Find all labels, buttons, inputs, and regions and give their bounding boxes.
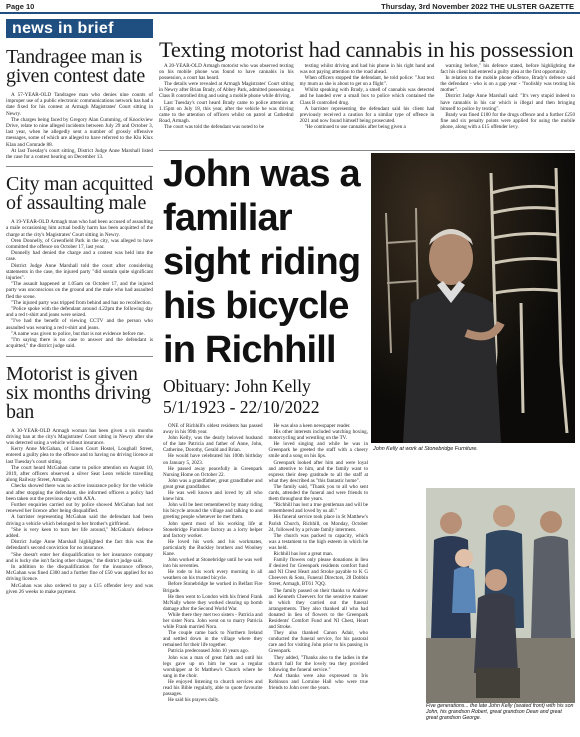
paragraph: He loved his work and his workmates, particularly the Buckley brothers and Woolsey Kane. bbox=[163, 538, 263, 557]
paragraph: While there they met two sisters - Patricia and her sister Nora. John went on to marry Patricia while Frank married Nora. bbox=[163, 611, 263, 631]
paragraph: District Judge Anne Marshall said: "It's very stupid indeed to have cannabis in his car which is illegal and then bringing himself to police by texting". bbox=[440, 93, 575, 112]
page-header bbox=[0, 0, 580, 14]
paragraph: A 19-YEAR-OLD Armagh man who had been accused of assaulting a male occasioning him actual bodily harm has been acquitted of the charge at the city's Magistrates' Court sitting in Newry. bbox=[6, 219, 153, 238]
news-in-brief-banner: news in brief bbox=[6, 19, 153, 38]
obituary-body bbox=[163, 423, 368, 728]
obituary-subtitle: Obituary: John Kelly 5/1/1923 - 22/10/2022 bbox=[163, 376, 320, 417]
paragraph: John Kelly, was the dearly beloved husband of the late Patricia and father of Anne, John, Catherine, Dorothy, Gerald and Brian. bbox=[163, 435, 263, 454]
paragraph: John will be best remembered by many riding his bicycle around the village and talking to and greeting people whenever he met them. bbox=[163, 502, 263, 521]
paragraph: Brady was fined £100 for the drugs offence and a further £250 fine and six penalty points were applied for using the mobile phone, along with a £15 offender levy. bbox=[440, 111, 575, 130]
paragraph: District Judge Anne Marshall told the court after considering statements in the case, the injured party "did sustain quite significant injuries". bbox=[6, 262, 153, 282]
top-story-col-2 bbox=[300, 63, 435, 148]
paragraph: "The assault happened at 1.05am on October 17, and the injured party was unconscious on the ground and the male who had assaulted fled the scene. bbox=[6, 281, 153, 300]
paragraph: Richhill has lost a great man. bbox=[273, 550, 333, 557]
paragraph: His funeral service took place in St Matthew's Parish Church, Richhill, on Monday, October 24, followed by a private family interment. bbox=[268, 514, 368, 533]
paragraph: The details were revealed at Armagh Magistrates' Court sitting in Newry after Brian Brady, of Abbey Park, admitted possessing a Class B controlled drug and using a mobile phone while driving. bbox=[159, 81, 294, 100]
paragraph: At last Tuesday's court sitting, District Judge Anne Marshall listed the case for a contest hearing on December 13. bbox=[6, 147, 153, 161]
john-kelly-workshop-photo bbox=[371, 153, 575, 443]
paragraph: Further enquiries carried out by police showed McGahan had not renewed her licence after being disqualified. bbox=[6, 501, 153, 515]
paragraph: He rode to his work every morning in all weathers on his trusted bicycle. bbox=[163, 569, 263, 582]
paragraph: A 30-YEAR-OLD Armagh woman has been given a six months driving ban at the city's Magistrates' Court sitting in Newry after she was detected using a vehicle without insurance. bbox=[6, 427, 153, 446]
obituary-col-1 bbox=[163, 423, 263, 728]
paragraph: Family flowers only please donations in lieu if desired for Greenpark residents comfort fund and NI Chest Heart and Stroke payable to K G Cheevers & Sons, Funeral Directors, 28 Dobbin Street, Armagh, BT61 7QQ. bbox=[268, 557, 368, 588]
five-generations-caption: Five generations... the late John Kelly (seated front) with his son John, his grandson Robert, great grandson Dean and great great grandson George. bbox=[426, 703, 574, 722]
paragraph: The charges being faced by Gregory Alan Cumming, of Knockview Drive, relate to nine alleged incidents between July 29 and October 3, last year, when he allegedly sent a number of grossly offensive messages, some of which are alleged to have referred to the Klu Klux Klan and Comrade 88. bbox=[6, 116, 153, 148]
paragraph: warning before," his defence stated, before highlighting the fact his client had entered a guilty plea at the first opportunity. bbox=[440, 63, 575, 76]
paragraph: "The injured party was tripped from behind and has no recollection. bbox=[11, 299, 152, 306]
top-story-headline: Texting motorist had cannabis in his possession bbox=[159, 37, 574, 62]
publication-dateline: Thursday, 3rd November 2022 THE ULSTER GAZETTE bbox=[381, 2, 574, 11]
obituary-headline: John was a familiar sight riding his bicycle in Richhill bbox=[163, 153, 361, 371]
paragraph: In addition to the disqualification for the insurance offence, McGahan was fined £300 and a further fine of £50 was applied for no driving licence. bbox=[6, 563, 153, 583]
paragraph: He was well known and loved by all who knew him. bbox=[163, 490, 263, 503]
paragraph: Greenpark looked after him and were loyal and attentive to him, and the family want to express their deep gratitude to all the staff at what they described as "this fantastic home". bbox=[268, 459, 368, 484]
paragraph: A barrister representing the defendant said his client had previously received a caution for a similar type of offence in 2021 and now found himself being prosecuted. bbox=[299, 105, 435, 124]
paragraph: Oren Donnelly, of Greenfield Park in the city, was alleged to have committed the offence on October 17, last year. bbox=[6, 237, 153, 251]
top-story-col-3 bbox=[440, 63, 575, 148]
paragraph: John spent most of his working life at Stonebridge Furniture factory as a lorry helper and factory worker. bbox=[163, 520, 263, 539]
paragraph: The court heard McGahan came to police attention on August 10, 2019, after officers observed a silver Seat Leon vehicle travelling along Railway Street, Armagh. bbox=[6, 464, 153, 484]
brief-divider bbox=[6, 166, 153, 167]
paragraph: "A name was given to police, but that is not evidence before me. bbox=[11, 330, 145, 337]
paragraph: They added, "Thanks also to the ladies in the church hall for the lovely tea they provided following the funeral service." bbox=[268, 654, 368, 673]
paragraph: He then went to London with his friend Frank McNally where they worked clearing up bomb damage after the Second World War. bbox=[163, 593, 263, 612]
paragraph: John worked at Stonebridge until he was well into his seventies. bbox=[163, 557, 263, 570]
paragraph: He enjoyed listening to church services and read his Bible regularly, able to quote favourite passages. bbox=[163, 678, 263, 698]
paragraph: texting whilst driving and had his phone in his right hand and was not paying attention to the road ahead. bbox=[299, 63, 435, 76]
paragraph: When officers stopped the defendant, he told police: "Just text my mum as she is about to get on a flight". bbox=[299, 75, 435, 88]
paragraph: Last Tuesday's court heard Brady came to police attention at 1.15pm on July 18, this year, after the vehicle he was driving came to the attention of officers whilst on patrol at Cathedral Road, Armagh. bbox=[159, 99, 294, 124]
paragraph: In relation to the mobile phone offence, Brady's defence said the defendant - who is on a gap year - "foolishly was texting his mother". bbox=[440, 75, 575, 94]
paragraph: Before Stonebridge he worked in Belfast Fire Brigade. bbox=[163, 581, 263, 594]
paragraph: Whilst speaking with Brady, a smell of cannabis was detected and he handed over a small box to police which contained the Class B controlled drug. bbox=[299, 87, 435, 106]
paragraph: A 57-YEAR-OLD Tandragee man who denies nine counts of improper use of a public electronic communications network has had a date fixed for his contest at Armagh Magistrates' Court sitting in Newry. bbox=[6, 92, 153, 117]
paragraph: He was also a keen newspaper reader. bbox=[273, 423, 351, 429]
paragraph: His other interests included watching boxing, motorcycling and wrestling on the TV. bbox=[268, 429, 368, 442]
section-divider bbox=[159, 150, 575, 151]
paragraph: A 20-YEAR-OLD Armagh motorist who was observed texting on his mobile phone was found to have cannabis in his possession, a court has heard. bbox=[159, 63, 294, 82]
paragraph: They also thanked Canon Adair, who conducted the funeral service, for his pastoral care and for visiting John prior to his passing in Greenpark. bbox=[268, 630, 368, 655]
paragraph: Donnelly had denied the charge and a contest was held into the case. bbox=[6, 250, 153, 263]
paragraph: Patricia predeceased John 10 years ago. bbox=[168, 648, 249, 655]
paragraph: ONE of Richhill's oldest residents has passed away in his 99th year. bbox=[163, 423, 263, 436]
paragraph: "I've had the benefit of viewing CCTV and the person who assaulted was wearing a red t-shirt and jeans. bbox=[6, 318, 153, 331]
paragraph: "Police spoke with the defendant around 4.22pm the following day and a red t-shirt and jeans were seized. bbox=[6, 306, 153, 319]
paragraph: The family said, "Thank you to all who sent cards, attended the funeral and were friends to them throughout the years. bbox=[268, 483, 368, 503]
paragraph: He loved singing and while he was in Greenpark he greeted the staff with a cheery smile and a song on his lips. bbox=[268, 441, 368, 460]
page-number: Page 10 bbox=[6, 2, 35, 11]
paragraph: "She doesn't enter her disqualification to her insurance company and is lucky she isn't facing other charges," the district judge said. bbox=[6, 551, 153, 564]
obituary-col-2 bbox=[269, 423, 369, 728]
top-story-body bbox=[159, 63, 575, 148]
paragraph: He would have celebrated his 100th birthday on January 5, 2023. bbox=[163, 453, 263, 466]
brief-headline: Tandragee man is given contest date bbox=[6, 46, 145, 87]
paragraph: Kerry Anne McGahan, of Linen Court Hostel, Loughall Street, entered a guilty plea to the offence and to having no driving licence at last Tuesday's court sitting. bbox=[6, 446, 153, 465]
top-story-col-1 bbox=[159, 63, 294, 148]
paragraph: "I'm saying there is no case to answer and the defendant is acquitted," the district judge said. bbox=[6, 337, 153, 350]
paragraph: "Richhill has lost a true gentleman and will be remembered and loved by us all." bbox=[268, 502, 368, 515]
paragraph: And thanks were also expressed to Iris Robinson and Lorraine Hall who were true friends to John over the years. bbox=[268, 672, 368, 692]
paragraph: He passed away peacefully in Greenpark Nursing Home on October 22. bbox=[163, 465, 263, 478]
brief-divider bbox=[6, 356, 153, 357]
brief-headline: Motorist is given six months driving ban bbox=[6, 362, 151, 423]
paragraph: Checks showed there was no active insurance policy for the vehicle and after stopping the defendant, she informed officers a policy had been taken out the previous day with AXA. bbox=[6, 483, 153, 502]
paragraph: The couple came back to Northern Ireland and settled down in the village where they remained for their life together. bbox=[163, 630, 263, 649]
paragraph: John was a man of great faith and until his legs gave up on him he was a regular worshipper at St Matthew's Church where he sang in the choir. bbox=[163, 654, 263, 679]
paragraph: "She is very keen to turn her life around," McGahan's defence added. bbox=[6, 526, 153, 539]
news-in-brief-column bbox=[6, 40, 153, 735]
paragraph: "He continued to use cannabis after being given a bbox=[304, 123, 406, 130]
paragraph: A barrister representing McGahan said the defendant had been driving a vehicle which belonged to her brother's girlfriend. bbox=[6, 514, 153, 527]
paragraph: He said his prayers daily. bbox=[168, 697, 220, 704]
paragraph: District Judge Anne Marshall highlighted the fact this was the defendant's second conviction for no insurance. bbox=[6, 539, 153, 552]
workshop-photo-caption: John Kelly at work at Stonebridge Furniture. bbox=[373, 446, 478, 452]
paragraph: McGahan was also ordered to pay a £15 offender levy and was given 26 weeks to make payment. bbox=[6, 582, 153, 595]
five-generations-photo bbox=[426, 488, 575, 703]
paragraph: John was a grandfather, great grandfather and great great grandfather. bbox=[163, 477, 263, 490]
paragraph: The family passed on their thanks to Andrew and Kenneth Cheevers for the sensitive manner in which they carried out the funeral arrangements. They also thanked all who had donated in lieu of flowers to the Greenpark Residents' Comfort Fund and NI Chest, Heart and Stroke. bbox=[268, 587, 368, 631]
brief-headline: City man acquitted of assaulting male bbox=[6, 173, 153, 215]
paragraph: The church was packed to capacity, which was a testament to the high esteem in which he was held. bbox=[268, 532, 368, 551]
paragraph: The court was told the defendant was noted to be bbox=[164, 123, 265, 130]
